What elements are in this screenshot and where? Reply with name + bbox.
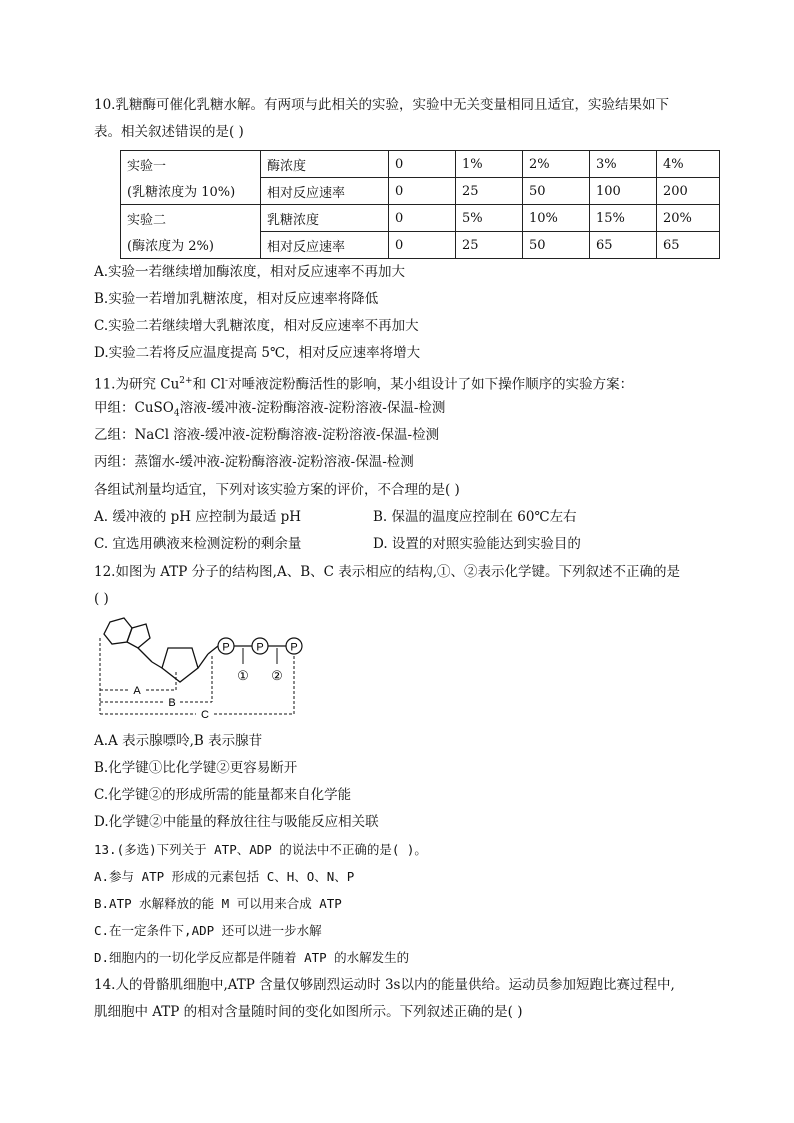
q11-stem — [94, 372, 633, 394]
adenine-ring — [104, 618, 218, 682]
phosphate-label: P — [222, 641, 230, 654]
q11-stem-2: 各组试剂量均适宜，下列对该实验方案的评价，不合理的是( ) — [94, 482, 460, 498]
exp2-name: 实验二 — [121, 205, 261, 232]
table-cell: 0 — [389, 232, 456, 259]
q11-option-b: B. 保温的温度应控制在 60℃左右 — [373, 509, 577, 525]
phosphate-group-1 — [218, 638, 234, 654]
table-cell: 20% — [657, 205, 720, 232]
table-cell: 15% — [590, 205, 657, 232]
table-cell: 5% — [456, 205, 523, 232]
table-row — [121, 205, 720, 232]
q10-option-a: A.实验一若继续增加酶浓度，相对反应速率不再加大 — [94, 264, 406, 280]
q10-stem-line1: 10.乳糖酶可催化乳糖水解。有两项与此相关的实验，实验中无关变量相同且适宜，实验结果如下 — [94, 97, 669, 113]
table-row — [121, 232, 720, 259]
table-row — [121, 151, 720, 178]
q10-data-table — [120, 150, 720, 259]
table-cell: 0 — [389, 151, 456, 178]
q14-stem-line2: 肌细胞中 ATP 的相对含量随时间的变化如图所示。下列叙述正确的是( ) — [94, 1004, 523, 1020]
cuso4-subscript: 4 — [173, 408, 180, 419]
phosphate-label: P — [256, 641, 264, 654]
table-cell: 200 — [657, 178, 720, 205]
row-label: 酶浓度 — [261, 151, 389, 178]
q12-option-a: A.A 表示腺嘌呤,B 表示腺苷 — [94, 733, 263, 749]
exp1-condition: (乳糖浓度为 10%) — [121, 178, 261, 205]
q12-option-b: B.化学键①比化学键②更容易断开 — [94, 760, 298, 776]
bracket-lines — [100, 638, 294, 714]
table-cell: 0 — [389, 205, 456, 232]
table-cell: 100 — [590, 178, 657, 205]
label-b: B — [168, 697, 176, 709]
label-a: A — [133, 685, 141, 697]
q14-stem-line1: 14.人的骨骼肌细胞中,ATP 含量仅够剧烈运动时 3s以内的能量供给。运动员参加短跑比赛过程中, — [94, 977, 675, 993]
phosphate-group-2 — [252, 638, 268, 654]
table-row — [121, 178, 720, 205]
table-cell: 25 — [456, 178, 523, 205]
row-label: 乳糖浓度 — [261, 205, 389, 232]
q10-option-b: B.实验一若增加乳糖浓度，相对反应速率将降低 — [94, 291, 379, 307]
q13-option-c: C.在一定条件下,ADP 还可以进一步水解 — [94, 923, 322, 938]
table-cell: 25 — [456, 232, 523, 259]
q11-group-text: 甲组：CuSO — [94, 400, 174, 416]
table-cell: 50 — [523, 232, 590, 259]
exp1-name: 实验一 — [121, 151, 261, 178]
q12-stem-line2: ( ) — [94, 591, 109, 607]
table-cell: 65 — [657, 232, 720, 259]
q11-option-d: D. 设置的对照实验能达到实验目的 — [373, 536, 581, 552]
table-cell: 0 — [389, 178, 456, 205]
table-cell: 4% — [657, 151, 720, 178]
q11-stem-part: 11.为研究 Cu — [94, 376, 180, 393]
q12-stem-line1: 12.如图为 ATP 分子的结构图,A、B、C 表示相应的结构,①、②表示化学键。下列叙述不正确的是 — [94, 564, 681, 580]
q11-group-bing: 丙组：蒸馏水-缓冲液-淀粉酶溶液-淀粉溶液-保温-检测 — [94, 454, 414, 470]
label-c: C — [201, 709, 209, 721]
table-cell: 2% — [523, 151, 590, 178]
table-cell: 10% — [523, 205, 590, 232]
cu-superscript: 2+ — [179, 376, 193, 386]
row-label: 相对反应速率 — [261, 178, 389, 205]
cl-superscript: - — [225, 376, 229, 386]
q11-stem-part: 对唾液淀粉酶活性的影响，某小组设计了如下操作顺序的实验方案： — [228, 376, 634, 393]
exp2-condition: (酶浓度为 2%) — [121, 232, 261, 259]
ribose-ring — [162, 648, 198, 682]
atp-structure-diagram — [94, 612, 314, 724]
table-cell: 3% — [590, 151, 657, 178]
q13-option-a: A.参与 ATP 形成的元素包括 C、H、O、N、P — [94, 869, 355, 884]
phosphate-group-3 — [286, 638, 302, 654]
q11-option-a: A. 缓冲液的 pH 应控制为最适 pH — [94, 509, 302, 525]
table-cell: 1% — [456, 151, 523, 178]
bond-2-label: ② — [271, 668, 283, 683]
q13-option-d: D.细胞内的一切化学反应都是伴随着 ATP 的水解发生的 — [94, 950, 410, 965]
q10-option-d: D.实验二若将反应温度提高 5℃，相对反应速率将增大 — [94, 345, 421, 361]
q11-group-text: 溶液-缓冲液-淀粉酶溶液-淀粉溶液-保温-检测 — [179, 400, 446, 416]
q13-option-b: B.ATP 水解释放的能 M 可以用来合成 ATP — [94, 896, 342, 911]
row-label: 相对反应速率 — [261, 232, 389, 259]
q11-group-yi: 乙组：NaCl 溶液-缓冲液-淀粉酶溶液-淀粉溶液-保温-检测 — [94, 427, 440, 443]
q12-option-c: C.化学键②的形成所需的能量都来自化学能 — [94, 787, 352, 803]
q11-stem-part: 和 Cl — [192, 376, 226, 393]
q10-option-c: C.实验二若继续增大乳糖浓度，相对反应速率不再加大 — [94, 318, 419, 334]
q12-option-d: D.化学键②中能量的释放往往与吸能反应相关联 — [94, 814, 379, 830]
q13-stem: 13.(多选)下列关于 ATP、ADP 的说法中不正确的是( )。 — [94, 842, 427, 857]
table-cell: 65 — [590, 232, 657, 259]
q11-option-c: C. 宜选用碘液来检测淀粉的剩余量 — [94, 536, 302, 552]
phosphate-label: P — [290, 641, 298, 654]
table-cell: 50 — [523, 178, 590, 205]
q10-stem-line2: 表。相关叙述错误的是( ) — [94, 124, 244, 140]
bond-1-label: ① — [237, 668, 249, 683]
q11-group-jia — [94, 399, 445, 423]
